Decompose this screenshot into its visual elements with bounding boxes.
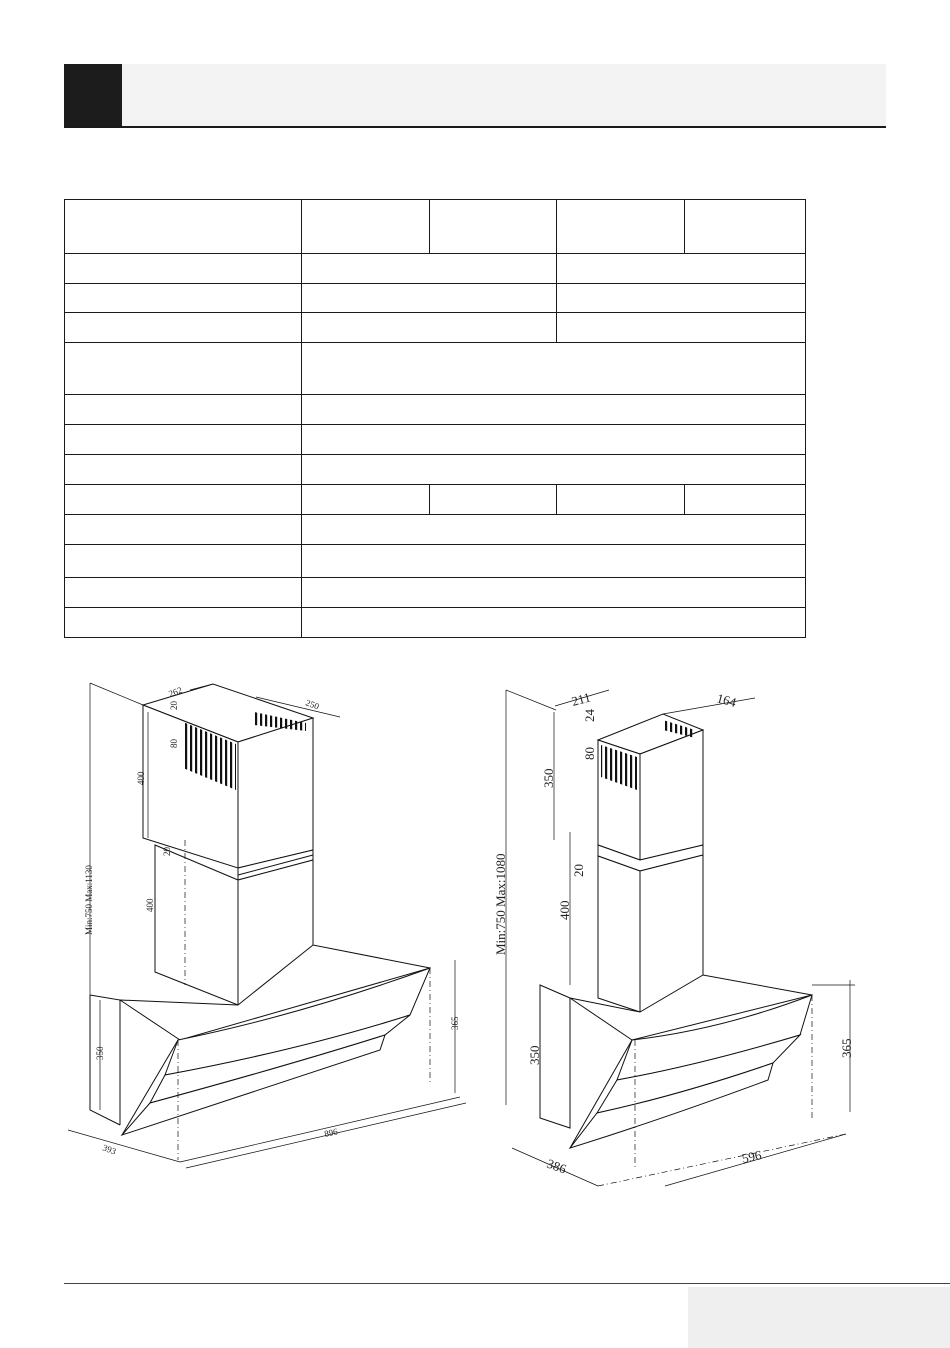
table-cell (302, 395, 806, 425)
table-cell (302, 343, 806, 395)
dim-body-height: 350 (95, 1046, 105, 1060)
table-cell (430, 200, 557, 254)
table-cell (65, 608, 302, 638)
table-cell (557, 254, 806, 284)
dim-depth: 386 (544, 1155, 569, 1177)
table-cell (685, 485, 806, 515)
table-cell (65, 395, 302, 425)
dim-top-small: 20 (169, 701, 179, 710)
table-header-row (65, 200, 806, 254)
table-cell (557, 200, 685, 254)
table-cell (302, 515, 806, 545)
table-cell (65, 578, 302, 608)
table-cell (557, 485, 685, 515)
technical-specifications-table (64, 199, 806, 638)
table-row (65, 425, 806, 455)
dim-total-height: Min:750 Max:1080 (493, 853, 508, 955)
table-cell (430, 485, 557, 515)
table-cell (302, 200, 430, 254)
table-row (65, 485, 806, 515)
table-cell (65, 343, 302, 395)
table-cell (65, 254, 302, 284)
table-cell (65, 485, 302, 515)
table-row (65, 313, 806, 343)
table-row (65, 455, 806, 485)
dimension-drawings (0, 660, 950, 1220)
dim-glass-height: 365 (839, 1038, 854, 1058)
dim-top-small: 24 (582, 709, 597, 722)
dim-grille: 80 (169, 739, 179, 748)
dim-total-height: Min:750 Max:1130 (84, 865, 94, 935)
dim-grille: 80 (582, 747, 597, 760)
table-row (65, 608, 806, 638)
dim-depth: 393 (101, 1142, 118, 1157)
dim-body-height: 350 (527, 1045, 542, 1065)
left-hood-drawing (68, 683, 466, 1168)
dim-top-depth: 262 (167, 684, 184, 699)
table-cell (65, 200, 302, 254)
section-header (64, 64, 886, 128)
table-row (65, 545, 806, 578)
table-row (65, 395, 806, 425)
table-cell (302, 313, 557, 343)
table-cell (65, 313, 302, 343)
table-cell (302, 608, 806, 638)
dim-upper-chimney: 400 (136, 771, 146, 785)
table-row (65, 515, 806, 545)
table-cell (65, 284, 302, 313)
dim-glass-height: 365 (450, 1016, 460, 1030)
dim-top-width: 250 (304, 697, 321, 712)
table-cell (302, 455, 806, 485)
table-row (65, 254, 806, 284)
dim-gap: 20 (162, 847, 172, 856)
table-cell (65, 545, 302, 578)
table-cell (557, 313, 806, 343)
dim-width: 596 (740, 1147, 763, 1166)
dim-lower-chimney: 400 (145, 898, 155, 912)
table-cell (302, 284, 557, 313)
table-cell (65, 455, 302, 485)
table-cell (685, 200, 806, 254)
table-cell (302, 485, 430, 515)
dim-width: 896 (323, 1126, 339, 1139)
dim-upper-chimney: 350 (541, 768, 556, 788)
dim-lower-chimney: 400 (557, 900, 572, 920)
section-number-block (64, 64, 122, 126)
table-cell (557, 284, 806, 313)
dim-gap: 20 (571, 864, 586, 877)
right-hood-drawing (506, 690, 855, 1186)
table-cell (302, 545, 806, 578)
table-cell (302, 254, 557, 284)
footer-rule (64, 1283, 950, 1284)
table-cell (65, 425, 302, 455)
table-row (65, 578, 806, 608)
dim-top-width: 164 (715, 690, 738, 710)
table-cell (302, 425, 806, 455)
table-cell (302, 578, 806, 608)
table-row (65, 284, 806, 313)
dim-top-depth: 211 (569, 689, 593, 709)
table-row (65, 343, 806, 395)
table-cell (65, 515, 302, 545)
footer-page-box (688, 1287, 950, 1348)
